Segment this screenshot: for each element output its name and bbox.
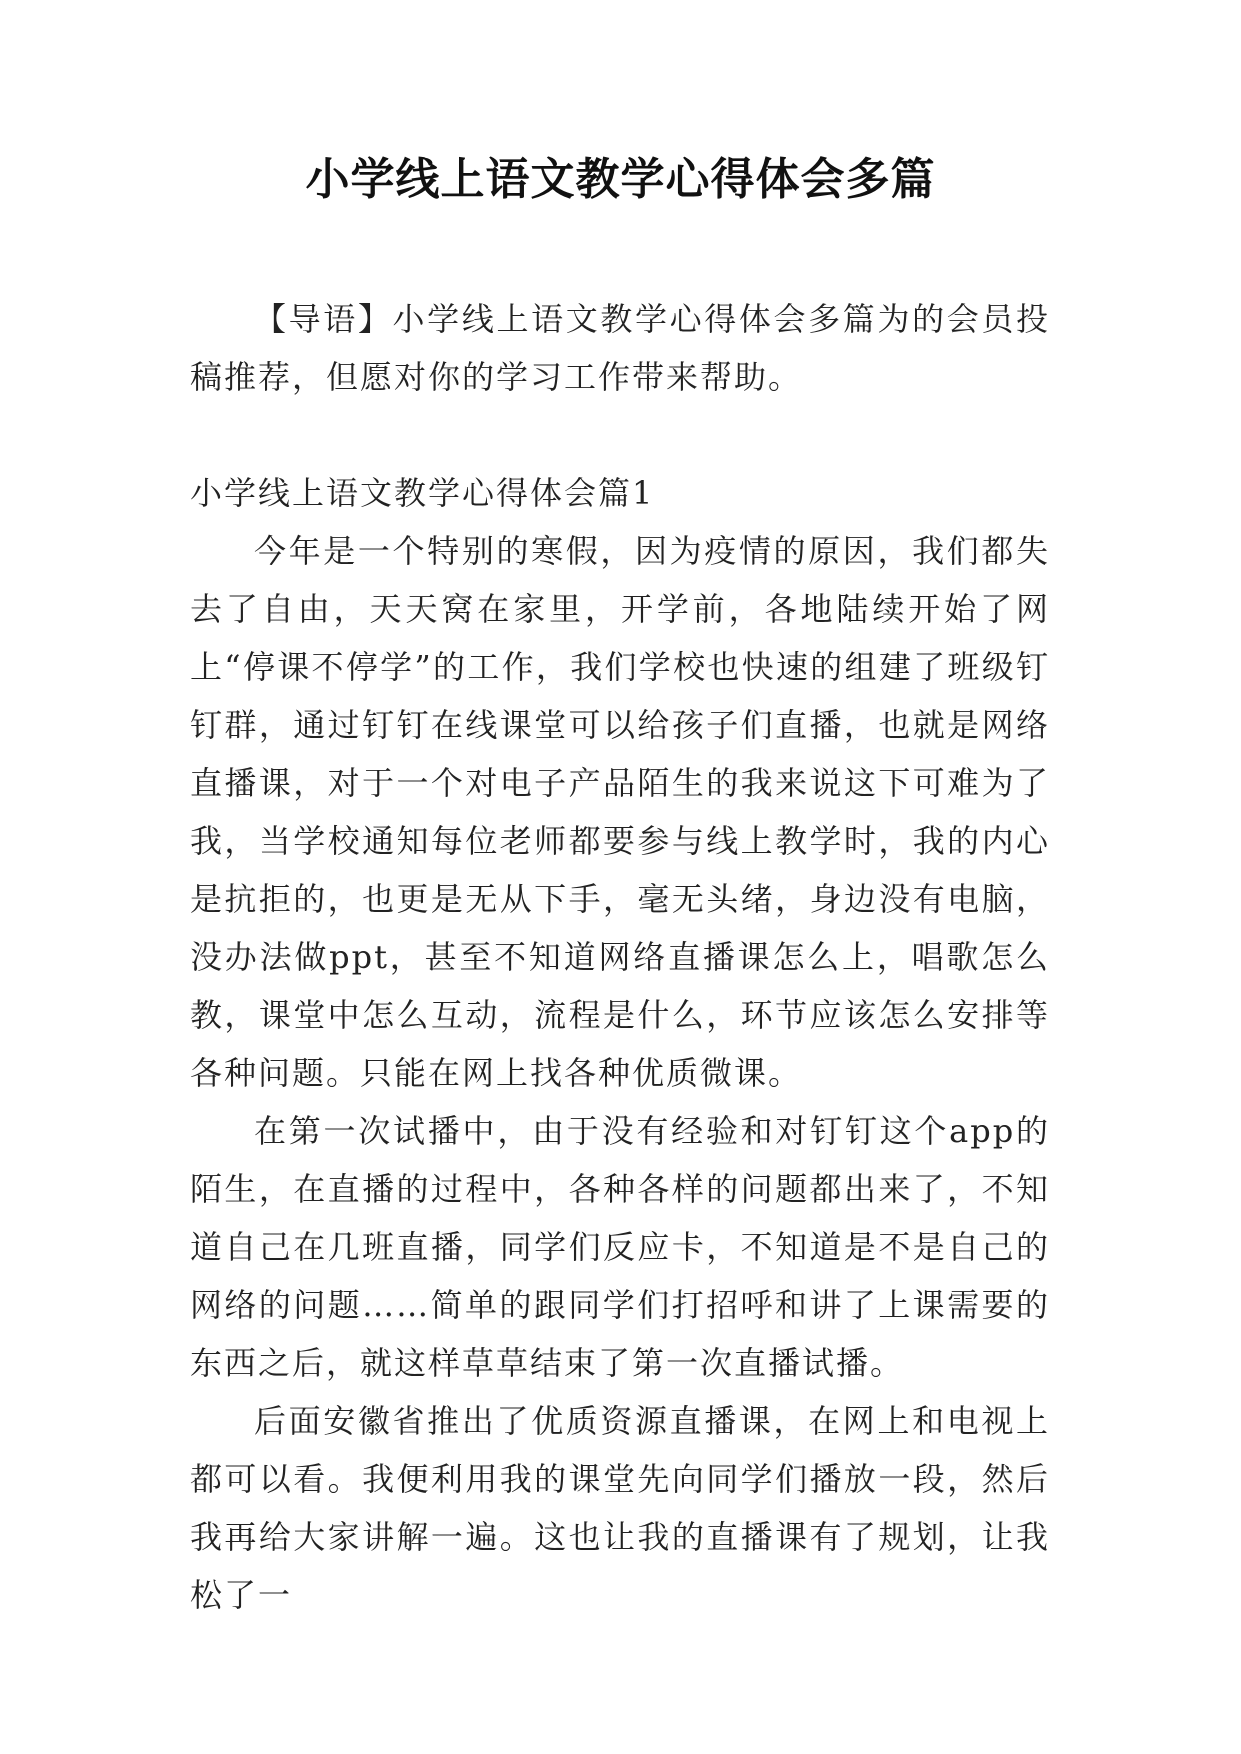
document-body	[190, 290, 1050, 1624]
body-paragraph-3: 后面安徽省推出了优质资源直播课，在网上和电视上都可以看。我便利用我的课堂先向同学们播放一段，然后我再给大家讲解一遍。这也让我的直播课有了规划，让我松了一	[190, 1402, 1050, 1614]
intro-paragraph: 【导语】小学线上语文教学心得体会多篇为的会员投稿推荐，但愿对你的学习工作带来帮助。	[190, 300, 1050, 396]
body-paragraph-1: 今年是一个特别的寒假，因为疫情的原因，我们都失去了自由，天天窝在家里，开学前，各地陆续开始了网上“停课不停学”的工作，我们学校也快速的组建了班级钉钉群，通过钉钉在线课堂可以给孩子们直播，也就是网络直播课，对于一个对电子产品陌生的我来说这下可难为了我，当学校通知每位老师都要参与线上教学时，我的内心是抗拒的，也更是无从下手，毫无头绪，身边没有电脑，没办法做ppt，甚至不知道网络直播课怎么上，唱歌怎么教，课堂中怎么互动，流程是什么，环节应该怎么安排等各种问题。只能在网上找各种优质微课。	[190, 532, 1050, 1092]
section-heading: 小学线上语文教学心得体会篇1	[190, 474, 655, 512]
body-paragraph-2: 在第一次试播中，由于没有经验和对钉钉这个app的陌生，在直播的过程中，各种各样的问题都出来了，不知道自己在几班直播，同学们反应卡，不知道是不是自己的网络的问题……简单的跟同学们打招呼和讲了上课需要的东西之后，就这样草草结束了第一次直播试播。	[190, 1112, 1050, 1382]
document-title: 小学线上语文教学心得体会多篇	[305, 154, 936, 205]
